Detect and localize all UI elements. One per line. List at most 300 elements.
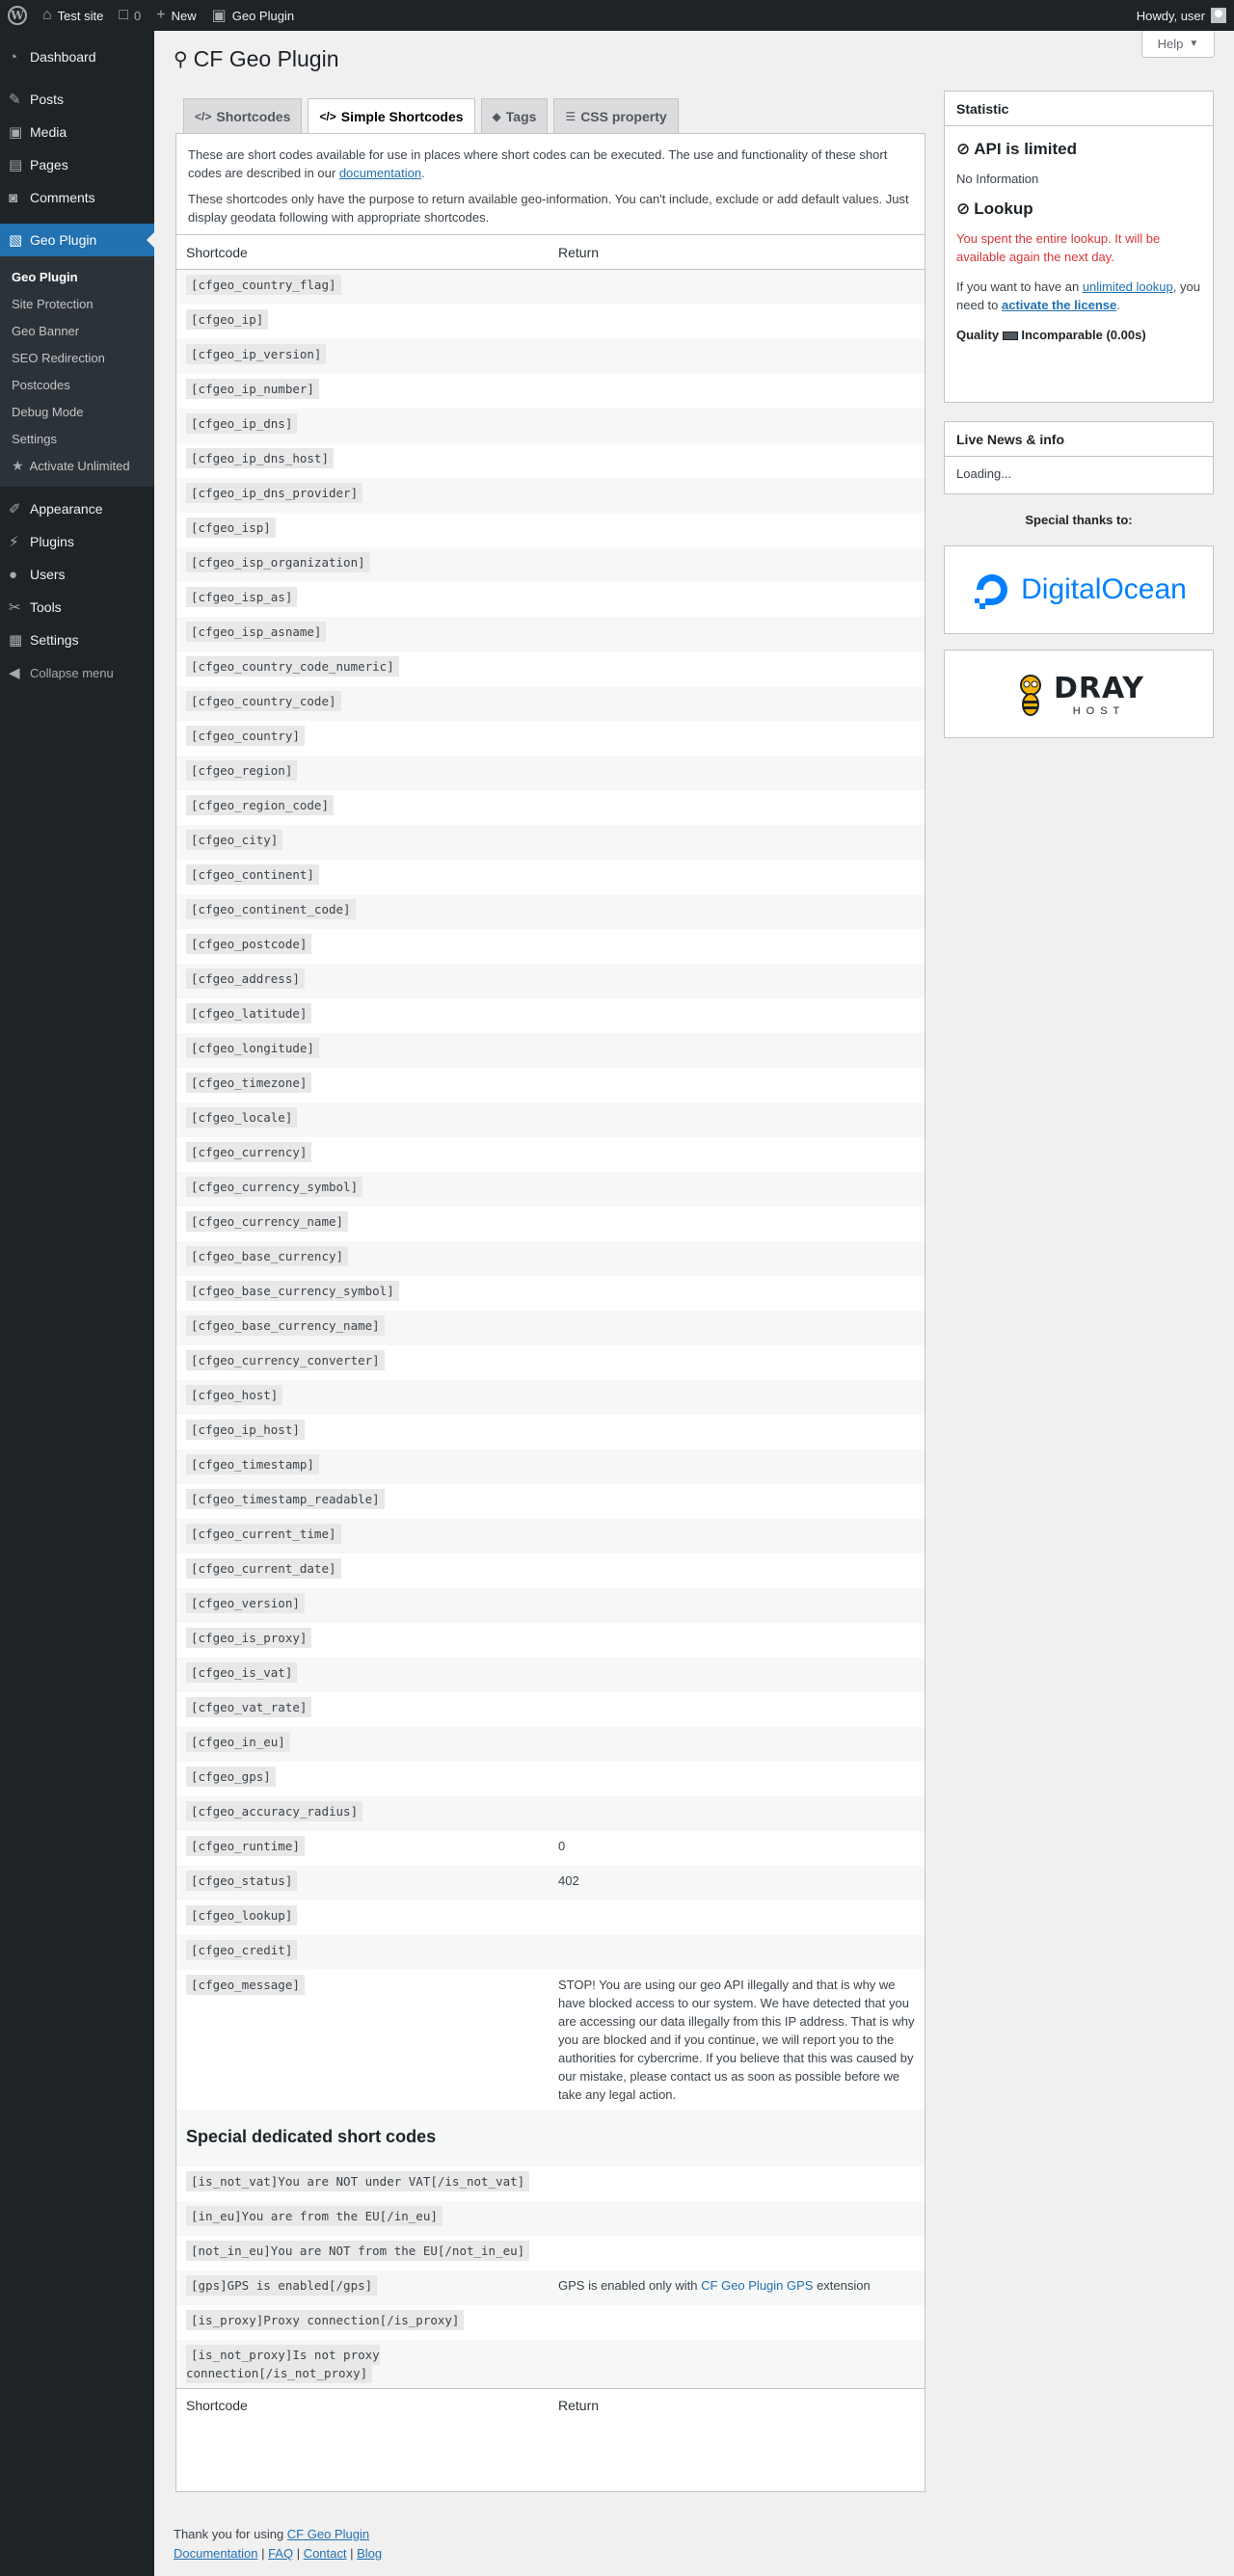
shortcode-cell <box>176 998 549 1033</box>
submenu-label: Debug Mode <box>12 404 84 419</box>
shortcode-code: [cfgeo_is_proxy] <box>186 1628 311 1648</box>
code-icon: </> <box>319 110 336 123</box>
shortcode-code: [cfgeo_ip_dns_provider] <box>186 483 362 503</box>
shortcode-cell <box>176 1588 549 1623</box>
blocked-icon: ⊘ <box>956 140 971 158</box>
shortcode-code: [cfgeo_timestamp_readable] <box>186 1489 385 1509</box>
special-table-row <box>176 2201 925 2236</box>
map-pin-icon: ⚲ <box>174 49 188 70</box>
shortcode-cell <box>176 409 549 443</box>
shortcode-code: [is_proxy]Proxy connection[/is_proxy] <box>186 2310 464 2330</box>
shortcodes-panel <box>175 133 926 2492</box>
shortcode-code: [cfgeo_currency_converter] <box>186 1350 385 1370</box>
hint-text: If you want to have an <box>956 279 1083 294</box>
submenu-label: Geo Plugin <box>12 269 78 284</box>
return-cell <box>549 305 925 339</box>
hint-text: . <box>1116 298 1120 312</box>
column-header-return: Return <box>549 235 925 270</box>
shortcode-code: [cfgeo_base_currency_name] <box>186 1315 385 1336</box>
shortcode-code: [in_eu]You are from the EU[/in_eu] <box>186 2206 443 2226</box>
shortcode-code: [cfgeo_ip_dns] <box>186 413 297 434</box>
page-footer <box>174 2525 382 2563</box>
return-cell <box>549 1623 925 1658</box>
footer-text: Thank you for using <box>174 2527 287 2541</box>
shortcode-code: [cfgeo_locale] <box>186 1107 297 1128</box>
special-table-row <box>176 2340 925 2389</box>
footer-links: Documentation | FAQ | Contact | Blog <box>174 2546 383 2561</box>
shortcode-cell <box>176 1658 549 1692</box>
tab-shortcodes[interactable] <box>183 98 302 133</box>
help-button[interactable] <box>1141 31 1215 58</box>
table-row <box>176 1658 925 1692</box>
shortcode-code: [cfgeo_ip_dns_host] <box>186 448 334 468</box>
return-cell <box>549 686 925 721</box>
shortcode-cell <box>176 1970 549 2110</box>
sidebar-item-settings[interactable] <box>0 624 154 656</box>
table-row <box>176 686 925 721</box>
return-cell <box>549 2201 925 2236</box>
shortcode-code: [cfgeo_continent_code] <box>186 899 356 919</box>
return-cell <box>549 1380 925 1415</box>
drayhost-sponsor[interactable] <box>944 650 1214 738</box>
table-row <box>176 998 925 1033</box>
footer-header-shortcode: Shortcode <box>176 2388 549 2423</box>
table-row <box>176 617 925 651</box>
wrench-icon: ✂ <box>9 599 21 616</box>
gps-extension-link[interactable]: CF Geo Plugin GPS <box>701 2277 814 2293</box>
shortcode-code: [cfgeo_isp_asname] <box>186 622 326 642</box>
sidebar-item-label: Tools <box>30 599 62 615</box>
shortcode-code: [cfgeo_version] <box>186 1593 305 1613</box>
star-icon: ★ <box>12 457 24 473</box>
tab-tags[interactable] <box>481 98 549 133</box>
table-row <box>176 964 925 998</box>
table-row <box>176 1831 925 1866</box>
return-cell <box>549 1068 925 1102</box>
special-table-row <box>176 2236 925 2271</box>
tab-simple-shortcodes[interactable] <box>308 98 474 134</box>
howdy-label: Howdy, user <box>1136 8 1205 23</box>
sidebar-item-label: Geo Plugin <box>30 232 97 248</box>
shortcode-cell <box>176 1519 549 1554</box>
sidebar-item-pages[interactable] <box>0 148 154 181</box>
geo-plugin-icon: ▧ <box>9 232 23 249</box>
return-cell: 0 <box>549 1831 925 1866</box>
shortcode-code: [cfgeo_isp_as] <box>186 587 297 607</box>
return-cell <box>549 339 925 374</box>
table-row <box>176 1033 925 1068</box>
new-content-button[interactable] <box>148 0 203 31</box>
sidebar-item-media[interactable] <box>0 116 154 148</box>
special-heading: Special dedicated short codes <box>186 2126 437 2146</box>
return-cell <box>549 1519 925 1554</box>
avatar <box>1211 8 1226 23</box>
shortcode-cell <box>176 1033 549 1068</box>
table-row <box>176 1762 925 1796</box>
submenu-site-protection[interactable] <box>0 290 154 317</box>
shortcode-code: [not_in_eu]You are NOT from the EU[/not_in_eu] <box>186 2241 529 2261</box>
table-row <box>176 790 925 825</box>
return-cell <box>549 1172 925 1207</box>
table-row <box>176 756 925 790</box>
shortcode-code: [cfgeo_city] <box>186 830 282 850</box>
table-row <box>176 478 925 513</box>
comments-count: 0 <box>134 8 142 23</box>
table-row <box>176 270 925 305</box>
cf-geo-plugin-link[interactable]: CF Geo Plugin <box>286 2527 370 2541</box>
intro-paragraph <box>188 146 913 182</box>
return-cell <box>549 1102 925 1137</box>
submenu-settings[interactable] <box>0 425 154 452</box>
shortcode-cell <box>176 1345 549 1380</box>
shortcode-code: [cfgeo_address] <box>186 969 305 989</box>
shortcode-cell <box>176 1276 549 1311</box>
sidebar-item-appearance[interactable] <box>0 492 154 525</box>
return-cell <box>549 964 925 998</box>
tab-label: Tags <box>505 108 537 124</box>
table-row <box>176 374 925 409</box>
admin-sidebar <box>0 31 154 2576</box>
shortcode-code: [cfgeo_status] <box>186 1871 297 1891</box>
special-table-row <box>176 2271 925 2305</box>
shortcode-code: [cfgeo_country_flag] <box>186 275 341 295</box>
footer-documentation-link[interactable]: Documentation <box>174 2546 258 2561</box>
unlimited-lookup-link[interactable]: unlimited lookup <box>1082 279 1173 294</box>
return-cell <box>549 1276 925 1311</box>
shortcode-code: [cfgeo_country] <box>186 726 305 746</box>
table-row <box>176 1415 925 1449</box>
shortcode-cell <box>176 1554 549 1588</box>
comments-icon: ◙ <box>9 189 18 206</box>
shortcode-cell <box>176 1727 549 1762</box>
shortcode-cell <box>176 790 549 825</box>
pin-icon: ✎ <box>9 92 21 108</box>
css-icon: ☰ <box>565 109 577 123</box>
shortcode-code: [cfgeo_postcode] <box>186 934 311 954</box>
table-row <box>176 339 925 374</box>
shortcode-cell <box>176 929 549 964</box>
shortcode-cell <box>176 1935 549 1970</box>
sidebar-item-plugins[interactable] <box>0 525 154 558</box>
shortcode-code: [cfgeo_base_currency] <box>186 1246 348 1266</box>
table-row <box>176 1970 925 2110</box>
footer-contact-link[interactable]: Contact <box>303 2546 347 2561</box>
digitalocean-wordmark: DigitalOcean <box>1021 573 1187 605</box>
return-cell <box>549 2340 925 2389</box>
special-thanks-heading: Special thanks to: <box>1025 513 1133 527</box>
shortcode-cell <box>176 443 549 478</box>
shortcode-cell <box>176 2305 549 2340</box>
intro-text <box>176 134 925 226</box>
submenu-activate-unlimited[interactable] <box>0 452 154 479</box>
shortcode-code: [is_not_vat]You are NOT under VAT[/is_not_vat] <box>186 2171 529 2191</box>
geo-plugin-label: Geo Plugin <box>231 8 295 23</box>
tab-label: Shortcodes <box>216 108 291 124</box>
return-cell <box>549 547 925 582</box>
intro-text-part: . <box>421 166 425 180</box>
activate-license-link[interactable]: activate the license <box>1002 298 1117 312</box>
wordpress-icon: W <box>8 6 27 25</box>
sidebar-item-geo-plugin[interactable] <box>0 224 154 256</box>
table-row <box>176 929 925 964</box>
shortcode-code: [cfgeo_credit] <box>186 1940 297 1960</box>
shortcode-cell <box>176 964 549 998</box>
return-cell <box>549 2305 925 2340</box>
plus-icon: + <box>156 7 166 23</box>
shortcode-cell <box>176 2236 549 2271</box>
host-wordmark: HOST <box>1072 704 1126 717</box>
table-row <box>176 825 925 860</box>
sidebar-item-label: Posts <box>30 92 65 107</box>
return-cell: STOP! You are using our geo API illegally and that is why we have blocked access to our system. We have detected that you are accessing our data illegally from this IP address. That is why you are blocked and if you continue, we will report you to the authorities for cybercrime. If you believe that this was caused by our mistake, please contact us as soon as possible before we take any legal action. <box>549 1970 925 2110</box>
shortcode-code: [cfgeo_region_code] <box>186 795 334 815</box>
table-row <box>176 651 925 686</box>
settings-icon: ▦ <box>9 632 23 649</box>
table-row <box>176 1137 925 1172</box>
return-cell <box>549 2271 925 2305</box>
table-row <box>176 1692 925 1727</box>
shortcode-cell <box>176 374 549 409</box>
code-icon: </> <box>195 109 212 123</box>
submenu-label: Postcodes <box>12 377 70 392</box>
table-row <box>176 305 925 339</box>
return-cell <box>549 1762 925 1796</box>
table-row <box>176 1068 925 1102</box>
bee-mascot-icon <box>1013 670 1048 718</box>
digitalocean-sponsor[interactable] <box>944 545 1214 634</box>
shortcode-code: [cfgeo_current_date] <box>186 1558 341 1579</box>
sidebar-item-label: Plugins <box>30 534 74 549</box>
return-cell <box>549 929 925 964</box>
account-menu[interactable] <box>1129 0 1234 31</box>
lookup-text: Lookup <box>974 199 1033 218</box>
submenu-seo-redirection[interactable] <box>0 344 154 371</box>
new-label: New <box>171 8 197 23</box>
table-row <box>176 1866 925 1900</box>
tab-label: CSS property <box>580 108 667 124</box>
api-limited-text: API is limited <box>974 140 1077 158</box>
shortcode-cell <box>176 1484 549 1519</box>
tab-bar <box>183 98 684 134</box>
shortcode-cell <box>176 1172 549 1207</box>
intro-paragraph-2: These shortcodes only have the purpose to return available geo-information. You can't include, exclude or add default values. Just display geodata following with appropriate shortcodes. <box>188 192 909 225</box>
shortcode-cell <box>176 2271 549 2305</box>
digitalocean-logo-icon <box>971 569 1013 611</box>
footer-blog-link[interactable]: Blog <box>357 2546 383 2561</box>
shortcode-code: [cfgeo_in_eu] <box>186 1732 290 1752</box>
shortcode-cell <box>176 305 549 339</box>
submenu-geo-plugin[interactable] <box>0 263 154 290</box>
plug-icon: ⚡ <box>9 534 19 550</box>
table-row <box>176 1554 925 1588</box>
return-text: GPS is enabled only with <box>558 2277 702 2293</box>
return-cell <box>549 1588 925 1623</box>
sidebar-item-label: Dashboard <box>30 49 96 65</box>
shortcode-cell <box>176 1900 549 1935</box>
shortcode-cell <box>176 1102 549 1137</box>
collapse-menu-button[interactable] <box>0 656 154 689</box>
return-cell <box>549 756 925 790</box>
return-cell <box>549 1484 925 1519</box>
blocked-icon: ⊘ <box>956 199 971 218</box>
tab-css-property[interactable] <box>553 98 678 133</box>
table-row <box>176 1311 925 1345</box>
table-row <box>176 1727 925 1762</box>
table-row <box>176 1207 925 1241</box>
special-heading-row <box>176 2110 925 2166</box>
submenu-debug-mode[interactable] <box>0 398 154 425</box>
user-icon: ● <box>9 566 18 583</box>
shortcode-cell <box>176 270 549 305</box>
table-row <box>176 1900 925 1935</box>
return-cell <box>549 1345 925 1380</box>
table-row <box>176 1345 925 1380</box>
lookup-spent-warning: You spent the entire lookup. It will be available again the next day. <box>956 231 1161 264</box>
shortcode-cell <box>176 1449 549 1484</box>
shortcode-code: [cfgeo_currency] <box>186 1142 311 1162</box>
collapse-icon: ◀ <box>9 665 20 681</box>
site-name-link[interactable] <box>35 0 111 31</box>
table-row <box>176 409 925 443</box>
footer-faq-link[interactable]: FAQ <box>268 2546 294 2561</box>
table-row <box>176 1484 925 1519</box>
sidebar-item-label: Comments <box>30 190 95 205</box>
shortcode-code: [cfgeo_ip_version] <box>186 344 326 364</box>
table-row <box>176 1623 925 1658</box>
table-row <box>176 1380 925 1415</box>
shortcode-code: [cfgeo_ip] <box>186 309 268 330</box>
table-row <box>176 1935 925 1970</box>
dashboard-icon: ◔ <box>9 48 18 66</box>
shortcode-cell <box>176 2340 549 2389</box>
shortcode-code: [cfgeo_gps] <box>186 1766 276 1787</box>
sidebar-item-users[interactable] <box>0 558 154 591</box>
shortcode-cell <box>176 894 549 929</box>
wordpress-logo-button[interactable] <box>0 0 35 31</box>
dray-wordmark: DRAY <box>1053 671 1145 705</box>
hint-text: , you need to <box>956 279 1200 312</box>
shortcode-cell <box>176 721 549 756</box>
submenu-postcodes[interactable] <box>0 371 154 398</box>
shortcodes-table <box>176 234 925 2423</box>
admin-bar <box>0 0 1234 31</box>
sidebar-item-posts[interactable] <box>0 83 154 116</box>
return-cell <box>549 617 925 651</box>
shortcode-cell <box>176 651 549 686</box>
return-cell <box>549 1449 925 1484</box>
shortcode-code: [cfgeo_base_currency_symbol] <box>186 1281 399 1301</box>
shortcode-cell <box>176 2201 549 2236</box>
statistic-box <box>944 91 1214 403</box>
sidebar-item-comments[interactable] <box>0 181 154 214</box>
return-cell <box>549 1658 925 1692</box>
return-cell <box>549 1692 925 1727</box>
return-cell <box>549 721 925 756</box>
table-row <box>176 582 925 617</box>
special-table-body <box>176 2110 925 2389</box>
shortcode-cell <box>176 1068 549 1102</box>
return-cell <box>549 582 925 617</box>
shortcode-cell <box>176 478 549 513</box>
footer-thanks <box>174 2525 382 2544</box>
page-title <box>174 46 339 72</box>
shortcode-code: [cfgeo_timezone] <box>186 1073 311 1093</box>
shortcode-cell <box>176 1866 549 1900</box>
lookup-heading <box>956 199 1201 218</box>
return-cell <box>549 2236 925 2271</box>
table-row <box>176 513 925 547</box>
return-text: extension <box>813 2277 871 2293</box>
battery-icon <box>1003 332 1018 340</box>
geo-plugin-link[interactable] <box>204 0 302 31</box>
return-cell <box>549 1415 925 1449</box>
live-news-title: Live News & info <box>945 422 1213 457</box>
pages-icon: ▤ <box>9 157 23 173</box>
tab-label: Simple Shortcodes <box>340 109 464 124</box>
column-header-shortcode: Shortcode <box>176 235 549 270</box>
sidebar-item-label: Appearance <box>30 501 103 517</box>
table-row <box>176 860 925 894</box>
documentation-link[interactable]: documentation <box>338 166 422 180</box>
sidebar-item-dashboard[interactable] <box>0 40 154 73</box>
shortcode-cell <box>176 1380 549 1415</box>
home-icon: ⌂ <box>42 7 52 23</box>
geo-plugin-submenu <box>0 256 154 487</box>
comments-link[interactable] <box>111 0 148 31</box>
page-title-text: CF Geo Plugin <box>193 46 339 71</box>
submenu-geo-banner[interactable] <box>0 317 154 344</box>
caret-down-icon: ▼ <box>1189 39 1199 49</box>
shortcode-code: [cfgeo_region] <box>186 760 297 781</box>
help-label: Help <box>1157 37 1184 51</box>
sidebar-item-tools[interactable] <box>0 591 154 624</box>
table-row <box>176 1519 925 1554</box>
shortcode-cell <box>176 756 549 790</box>
statistic-title: Statistic <box>945 92 1213 126</box>
shortcode-cell <box>176 1241 549 1276</box>
return-cell <box>549 825 925 860</box>
shortcode-code: [cfgeo_longitude] <box>186 1038 319 1058</box>
return-cell <box>549 651 925 686</box>
shortcode-code: [cfgeo_currency_name] <box>186 1211 348 1232</box>
quality-value: Incomparable (0.00s) <box>1021 328 1146 342</box>
shortcode-cell <box>176 860 549 894</box>
table-row <box>176 721 925 756</box>
return-cell <box>549 998 925 1033</box>
submenu-label: Settings <box>12 431 57 446</box>
shortcode-cell <box>176 2166 549 2201</box>
shortcode-code: [gps]GPS is enabled[/gps] <box>186 2275 377 2296</box>
return-cell <box>549 860 925 894</box>
return-cell <box>549 2166 925 2201</box>
quality-label: Quality <box>956 328 1000 342</box>
shortcode-cell <box>176 1796 549 1831</box>
table-row <box>176 1102 925 1137</box>
return-cell <box>549 1727 925 1762</box>
tag-icon: ◆ <box>492 109 501 123</box>
shortcode-code: [cfgeo_vat_rate] <box>186 1697 311 1717</box>
return-cell <box>549 513 925 547</box>
table-row <box>176 1796 925 1831</box>
shortcode-code: [cfgeo_accuracy_radius] <box>186 1801 362 1821</box>
shortcode-code: [cfgeo_is_vat] <box>186 1662 297 1683</box>
sidebar-item-label: Media <box>30 124 67 140</box>
shortcode-code: [cfgeo_isp] <box>186 518 276 538</box>
geo-plugin-icon: ▣ <box>211 8 227 24</box>
site-name-label: Test site <box>57 8 104 23</box>
shortcode-cell <box>176 1207 549 1241</box>
shortcode-cell <box>176 1137 549 1172</box>
